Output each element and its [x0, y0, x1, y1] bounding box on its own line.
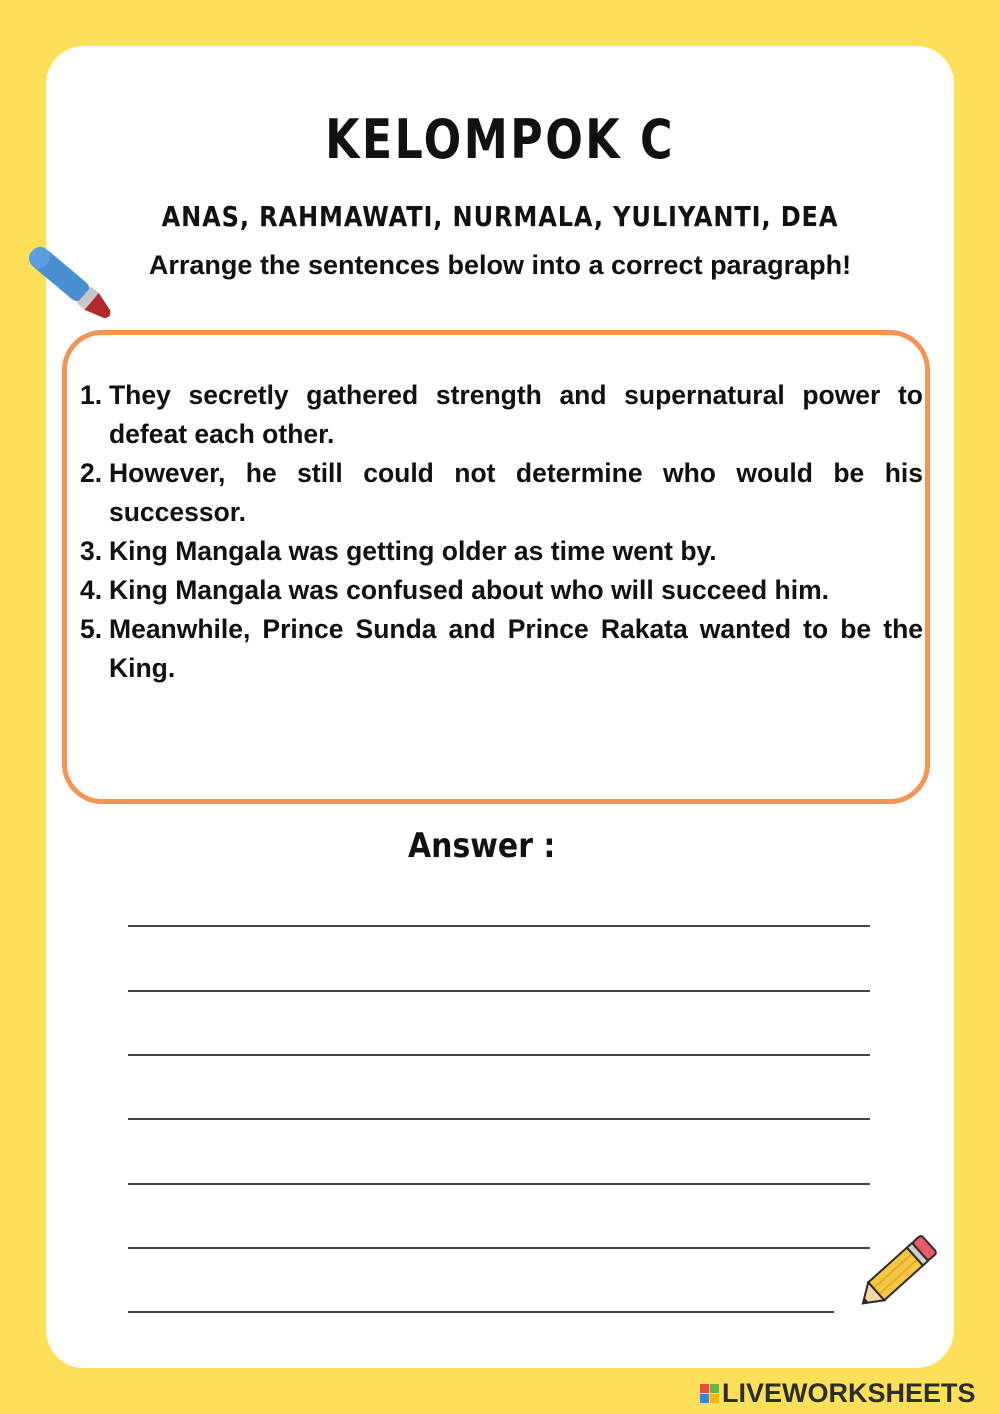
watermark	[700, 1378, 976, 1409]
sentence-text: King Mangala was confused about who will succeed him.	[109, 575, 830, 605]
sentence-number: 2.	[80, 458, 103, 488]
group-members: ANAS, RAHMAWATI, NURMALA, YULIYANTI, DEA	[161, 200, 839, 233]
liveworksheets-logo	[700, 1384, 719, 1403]
sentence-item	[80, 610, 923, 688]
answer-line-5[interactable]	[128, 1183, 870, 1185]
sentence-text: They secretly gathered strength and supernatural power to defeat each other.	[109, 380, 923, 449]
answer-line-4[interactable]	[128, 1118, 870, 1120]
pencil-icon	[848, 1228, 946, 1320]
sentence-text: Meanwhile, Prince Sunda and Prince Rakata wanted to be the King.	[109, 614, 923, 683]
sentence-text: However, he still could not determine who would be his successor.	[109, 458, 923, 527]
watermark-text: LIVEWORKSHEETS	[722, 1378, 976, 1408]
answer-line-6[interactable]	[128, 1247, 870, 1249]
answer-line-2[interactable]	[128, 990, 870, 992]
paintbrush-icon	[0, 225, 125, 340]
sentence-item	[80, 454, 923, 532]
sentence-item	[80, 532, 923, 571]
sentence-number: 4.	[80, 575, 103, 605]
sentence-item	[80, 571, 923, 610]
sentence-text: King Mangala was getting older as time went by.	[109, 536, 717, 566]
answer-label: Answer :	[408, 826, 556, 866]
sentence-number: 5.	[80, 614, 103, 644]
answer-line-1[interactable]	[128, 925, 870, 927]
instruction-text: Arrange the sentences below into a correct paragraph!	[148, 250, 852, 280]
page-title: KELOMPOK C	[325, 108, 675, 171]
sentence-list	[80, 376, 923, 688]
sentence-item	[80, 376, 923, 454]
sentence-number: 1.	[80, 380, 103, 410]
sentence-number: 3.	[80, 536, 103, 566]
answer-line-7[interactable]	[128, 1311, 834, 1313]
answer-line-3[interactable]	[128, 1054, 870, 1056]
